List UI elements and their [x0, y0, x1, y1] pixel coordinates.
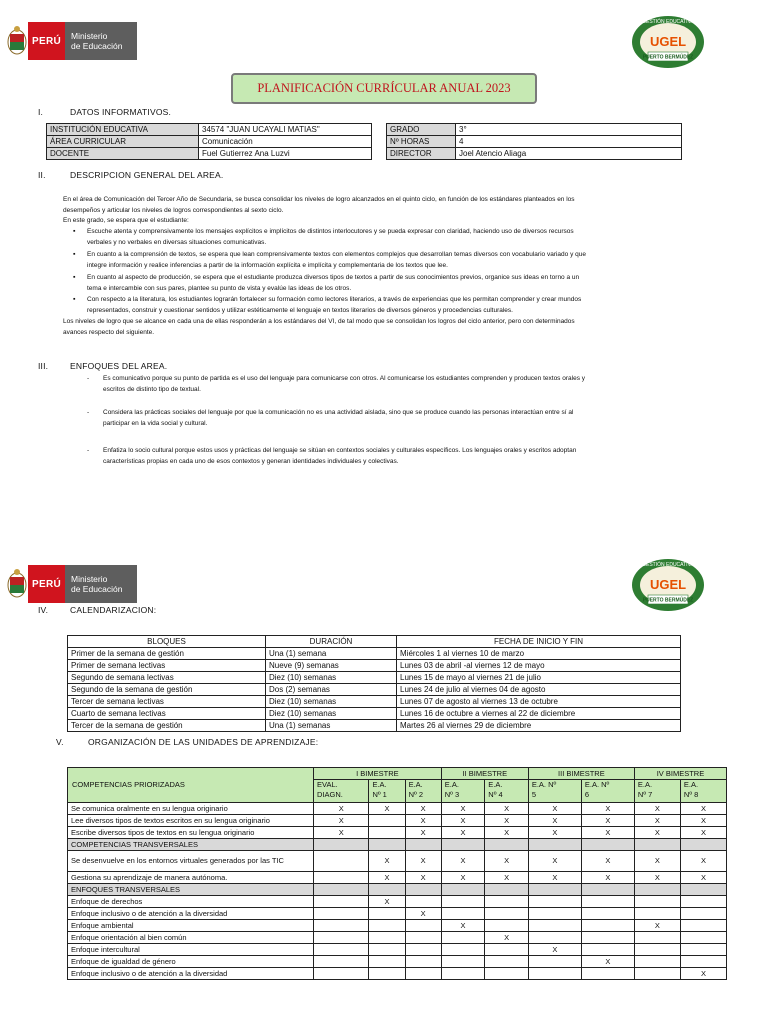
mark-cell: X	[634, 851, 680, 872]
mark-cell: X	[369, 803, 405, 815]
svg-text:PUERTO BERMÚDEZ: PUERTO BERMÚDEZ	[642, 54, 694, 61]
mark-cell	[369, 932, 405, 944]
competency-label: Enfoque ambiental	[68, 920, 314, 932]
mark-cell	[581, 932, 634, 944]
calendar-row	[68, 720, 681, 732]
competency-label: Enfoque inclusivo o de atención a la diversidad	[68, 908, 314, 920]
mark-cell	[441, 896, 485, 908]
mark-cell	[581, 944, 634, 956]
mark-cell: X	[581, 851, 634, 872]
mark-cell: X	[441, 920, 485, 932]
section-3-heading: III. ENFOQUES DEL AREA.	[38, 361, 168, 371]
fecha-cell: Lunes 16 de octubre a viernes al 22 de diciembre	[397, 708, 681, 720]
mark-cell: X	[680, 815, 726, 827]
competency-label: Se desenvuelve en los entornos virtuales generados por las TIC	[68, 851, 314, 872]
mark-cell	[528, 908, 581, 920]
calendar-row	[68, 696, 681, 708]
fecha-cell: Lunes 15 de mayo al viernes 21 de julio	[397, 672, 681, 684]
competency-row	[68, 803, 727, 815]
duracion-cell: Nueve (9) semanas	[266, 660, 397, 672]
competency-row	[68, 944, 727, 956]
mark-cell	[314, 896, 369, 908]
section-1-heading: I. DATOS INFORMATIVOS.	[38, 107, 172, 117]
mark-cell: X	[528, 827, 581, 839]
mark-cell	[369, 920, 405, 932]
bloque-cell: Primer de la semana de gestión	[68, 648, 266, 660]
mark-cell	[581, 968, 634, 980]
section-2-outro: Los niveles de logro que se alcance en cada una de ellas responderán a los estándares del VI, de tal modo que se consolidan los logros del ciclo anterior, pero con determinados avances respecto del siguiente.	[63, 318, 575, 336]
ministry-label: Ministerio de Educación	[65, 565, 137, 603]
mark-cell	[405, 968, 441, 980]
calendar-row	[68, 672, 681, 684]
competency-row	[68, 851, 727, 872]
svg-text:GESTIÓN EDUCATIVA: GESTIÓN EDUCATIVA	[642, 562, 694, 568]
mark-cell	[634, 932, 680, 944]
mark-cell: X	[485, 851, 529, 872]
mark-cell: X	[528, 944, 581, 956]
mark-cell: X	[634, 920, 680, 932]
mark-cell: X	[528, 872, 581, 884]
calendar-row	[68, 660, 681, 672]
mark-cell: X	[528, 815, 581, 827]
group-heading: ENFOQUES TRANSVERSALES	[68, 884, 314, 896]
mark-cell	[680, 944, 726, 956]
fecha-cell: Miércoles 1 al viernes 10 de marzo	[397, 648, 681, 660]
competency-label: Enfoque inclusivo o de atención a la diversidad	[68, 968, 314, 980]
competency-row	[68, 968, 727, 980]
fecha-cell: Lunes 24 de julio al viernes 04 de agosto	[397, 684, 681, 696]
mark-cell	[405, 932, 441, 944]
mark-cell	[581, 920, 634, 932]
mark-cell	[528, 932, 581, 944]
calendar-row	[68, 648, 681, 660]
mark-cell: X	[634, 815, 680, 827]
calendar-row	[68, 684, 681, 696]
mark-cell: X	[314, 803, 369, 815]
mark-cell	[680, 920, 726, 932]
peru-shield-icon	[6, 24, 28, 58]
mark-cell	[680, 932, 726, 944]
mark-cell: X	[581, 872, 634, 884]
fecha-cell: Lunes 07 de agosto al viernes 13 de octubre	[397, 696, 681, 708]
svg-text:PUERTO BERMÚDEZ: PUERTO BERMÚDEZ	[642, 597, 694, 604]
competency-row	[68, 872, 727, 884]
ugel-seal-icon	[630, 557, 706, 613]
mark-cell	[405, 956, 441, 968]
mark-cell	[485, 908, 529, 920]
mark-cell: X	[581, 815, 634, 827]
mark-cell: X	[634, 872, 680, 884]
duracion-cell: Dos (2) semanas	[266, 684, 397, 696]
mark-cell: X	[314, 815, 369, 827]
unit-header: E.A. Nº 8	[680, 780, 726, 803]
mark-cell: X	[405, 851, 441, 872]
mark-cell: X	[581, 956, 634, 968]
bloque-cell: Primer de semana lectivas	[68, 660, 266, 672]
competency-label: Enfoque orientación al bien común	[68, 932, 314, 944]
mark-cell: X	[581, 803, 634, 815]
mark-cell	[314, 908, 369, 920]
mark-cell: X	[528, 851, 581, 872]
document-title: PLANIFICACIÓN CURRÍCULAR ANUAL 2023	[231, 73, 537, 104]
mark-cell	[369, 908, 405, 920]
competency-label: Enfoque intercultural	[68, 944, 314, 956]
mark-cell	[680, 896, 726, 908]
competency-label: Gestiona su aprendizaje de manera autónoma.	[68, 872, 314, 884]
bloque-cell: Tercer de la semana de gestión	[68, 720, 266, 732]
competency-label: Enfoque de derechos	[68, 896, 314, 908]
enfoque-item: - Considera las prácticas sociales del lenguaje por que la comunicación no es una actividad aislada, sino que se produce cuando las personas interactúan entre sí al participar en la vida social y cultural.	[87, 409, 574, 427]
mark-cell	[441, 968, 485, 980]
mark-cell	[680, 908, 726, 920]
mark-cell	[369, 944, 405, 956]
competency-row	[68, 827, 727, 839]
mark-cell: X	[441, 827, 485, 839]
mark-cell	[314, 968, 369, 980]
mark-cell: X	[441, 815, 485, 827]
bullet-item: ▪ En cuanto al aspecto de producción, se espera que el estudiante produzca diversos tipos de textos a partir de sus conocimientos previos, organice sus ideas en torno a un tema e intercambie con sus pares, plantee su punto de vista y evalúe las ideas de los otros.	[73, 274, 580, 292]
group-heading-row	[68, 884, 727, 896]
mark-cell: X	[441, 872, 485, 884]
mark-cell	[314, 932, 369, 944]
mark-cell	[369, 815, 405, 827]
mark-cell	[314, 920, 369, 932]
mark-cell	[314, 944, 369, 956]
mark-cell	[369, 956, 405, 968]
section-5-heading: V. ORGANIZACIÓN DE LAS UNIDADES DE APRENDIZAJE:	[56, 737, 319, 747]
unit-header: E.A. Nº 3	[441, 780, 485, 803]
mark-cell: X	[680, 827, 726, 839]
ministry-label: Ministerio de Educación	[65, 22, 137, 60]
section-4-heading: IV. CALENDARIZACION:	[38, 605, 157, 615]
competency-row	[68, 908, 727, 920]
mark-cell	[528, 956, 581, 968]
mark-cell	[485, 956, 529, 968]
mark-cell	[634, 944, 680, 956]
mark-cell: X	[485, 872, 529, 884]
enfoque-item: - Es comunicativo porque su punto de partida es el uso del lenguaje para comunicarse con otros. Al comunicarse los estudiantes comprenden y producen textos orales y escritos de distinto tipo de textual.	[87, 375, 585, 393]
mark-cell: X	[680, 803, 726, 815]
mark-cell	[634, 908, 680, 920]
mark-cell: X	[680, 872, 726, 884]
mark-cell	[369, 827, 405, 839]
mark-cell: X	[581, 827, 634, 839]
unit-header: E.A. Nº 4	[485, 780, 529, 803]
info-table-right: GRADO 3° Nº HORAS 4 DIRECTOR Joel Atencio Aliaga	[386, 123, 682, 160]
mark-cell	[314, 851, 369, 872]
ugel-seal-icon	[630, 14, 706, 70]
bloque-cell: Cuarto de semana lectivas	[68, 708, 266, 720]
calendar-table: BLOQUES DURACIÓN FECHA DE INICIO Y FIN Primer de la semana de gestión Una (1) semana Miércoles 1 al viernes 10 de marzo Primer de semana lectivas Nueve (9) semanas Lunes 03 de abril -al viernes 12 de mayo Segundo de semana lectivas Diez (10) semanas Lunes 15 de mayo al viernes 21 de julio Segundo de la semana de gestión Dos (2) semanas Lunes 24 de julio al viernes 04 de agosto Tercer de semana lectivas Diez (10) semanas Lunes 07 de agosto al viernes 13 de octubre Cuarto de semana lectivas Diez (10) semanas Lunes 16 de octubre a viernes al 22 de diciembre Tercer de la semana de gestión Una (1) semanas Martes 26 al viernes 29 de diciembre	[67, 635, 681, 732]
unit-header: E.A. Nº 7	[634, 780, 680, 803]
mark-cell: X	[405, 815, 441, 827]
mark-cell	[485, 896, 529, 908]
competency-row	[68, 815, 727, 827]
competency-row	[68, 956, 727, 968]
mark-cell: X	[485, 815, 529, 827]
mark-cell	[369, 968, 405, 980]
svg-text:UGEL: UGEL	[649, 577, 687, 592]
unit-header: EVAL. DIAGN.	[314, 780, 369, 803]
mark-cell: X	[528, 803, 581, 815]
bullet-item: ▪ En cuanto a la comprensión de textos, se espera que lean comprensivamente textos con elementos complejos que desarrollan temas diversos con vocabulario variado y que integre información y realice inferencias a partir de la información explícita e implícita y complementaria de los textos que lee.	[73, 251, 586, 269]
mark-cell	[634, 896, 680, 908]
duracion-cell: Una (1) semanas	[266, 720, 397, 732]
competency-label: Escribe diversos tipos de textos en su lengua originario	[68, 827, 314, 839]
bloque-cell: Tercer de semana lectivas	[68, 696, 266, 708]
mark-cell	[441, 932, 485, 944]
mark-cell: X	[485, 827, 529, 839]
mark-cell	[405, 920, 441, 932]
competency-row	[68, 896, 727, 908]
mark-cell: X	[485, 932, 529, 944]
mark-cell	[405, 944, 441, 956]
mark-cell	[441, 956, 485, 968]
peru-shield-icon	[6, 567, 28, 601]
mark-cell: X	[485, 803, 529, 815]
mark-cell: X	[405, 803, 441, 815]
mark-cell	[405, 896, 441, 908]
bullet-item: ▪ Escuche atenta y comprensivamente los mensajes explícitos e implícitos de distintos interlocutores y se pueda expresar con claridad, haciendo uso de diversos recursos verbales y no verbales en diversas situaciones comunicativas.	[73, 228, 574, 246]
competency-row	[68, 920, 727, 932]
mark-cell	[314, 956, 369, 968]
unit-header: E.A. Nº 5	[528, 780, 581, 803]
competency-row	[68, 932, 727, 944]
mark-cell	[528, 968, 581, 980]
group-heading: COMPETENCIAS TRANSVERSALES	[68, 839, 314, 851]
mark-cell: X	[314, 827, 369, 839]
peru-label: PERÚ	[28, 22, 65, 60]
info-table-left: INSTITUCIÓN EDUCATIVA 34574 "JUAN UCAYALI MATIAS" ÁREA CURRICULAR Comunicación DOCENTE Fuel Gutierrez Ana Luzvi	[46, 123, 372, 160]
competency-label: Enfoque de igualdad de género	[68, 956, 314, 968]
svg-text:UGEL: UGEL	[649, 34, 687, 49]
mark-cell	[680, 956, 726, 968]
mark-cell	[485, 968, 529, 980]
group-heading-row	[68, 839, 727, 851]
enfoque-item: - Enfatiza lo socio cultural porque estos usos y prácticas del lenguaje se sitúan en contextos sociales y culturales específicos. Los lenguajes orales y escritos adoptan características propias en cada uno de esos contextos y generan identidades individuales y colectivas.	[87, 447, 577, 465]
section-2-heading: II. DESCRIPCION GENERAL DEL AREA.	[38, 170, 224, 180]
mark-cell: X	[369, 851, 405, 872]
section-2-intro: En el área de Comunicación del Tercer Año de Secundaria, se busca consolidar los niveles de logro alcanzados en el quinto ciclo, en función de los estándares planteados en los desempeños y articular los niveles de logros correspondientes al sexto ciclo. En este grado, se espera que el estudiante:	[63, 196, 575, 224]
ministry-logo	[6, 22, 137, 60]
mark-cell: X	[405, 908, 441, 920]
mark-cell: X	[369, 872, 405, 884]
mark-cell: X	[369, 896, 405, 908]
mark-cell	[528, 920, 581, 932]
duracion-cell: Diez (10) semanas	[266, 696, 397, 708]
unit-header: E.A. Nº 2	[405, 780, 441, 803]
fecha-cell: Lunes 03 de abril -al viernes 12 de mayo	[397, 660, 681, 672]
mark-cell	[528, 896, 581, 908]
mark-cell	[485, 944, 529, 956]
mark-cell	[634, 956, 680, 968]
mark-cell	[634, 968, 680, 980]
mark-cell: X	[405, 872, 441, 884]
mark-cell: X	[405, 827, 441, 839]
competency-label: Lee diversos tipos de textos escritos en su lengua originario	[68, 815, 314, 827]
mark-cell	[314, 872, 369, 884]
duracion-cell: Diez (10) semanas	[266, 672, 397, 684]
mark-cell	[581, 896, 634, 908]
unit-header: E.A. Nº 6	[581, 780, 634, 803]
ministry-logo-2	[6, 565, 137, 603]
mark-cell	[441, 908, 485, 920]
mark-cell: X	[634, 827, 680, 839]
mark-cell	[581, 908, 634, 920]
unit-header: E.A. Nº 1	[369, 780, 405, 803]
mark-cell: X	[634, 803, 680, 815]
mark-cell: X	[441, 803, 485, 815]
mark-cell: X	[680, 851, 726, 872]
mark-cell	[441, 944, 485, 956]
units-table: COMPETENCIAS PRIORIZADAS I BIMESTRE II BIMESTRE III BIMESTRE IV BIMESTRE EVAL. DIAGN. E.A. Nº 1 E.A. Nº 2 E.A. Nº 3 E.A. Nº 4 E.A. Nº 5 E.A. Nº 6 E.A. Nº 7 E.A. Nº 8 Se comunica oralmente en su lengua originario X X X X X X X X X Lee diversos tipos de textos escritos en su lengua originario X X X X X X X X Escribe diversos tipos de textos en su lengua originario X X X X X X X X COMPETENCIAS TRANSVERSALES Se desenvuelve en los entornos virtuales generados por las TIC X X X X X X X X Gestiona su aprendizaje de manera autónoma. X X X X X X X X ENFOQUES TRANSVERSALES Enfoque de derechos X Enfoque inclusivo o de atención a la diversidad X Enfoque ambiental X X Enfoque orientación al bien común X Enfoque intercultural X Enfoque de igualdad de género X Enfoque inclusivo o de atención a la diversidad X	[67, 767, 727, 980]
bullet-item: ▪ Con respecto a la literatura, los estudiantes lograrán fortalecer su formación como lectores literarios, a través de experiencias que les permitan comprender y crear mundos representados, construir y cuestionar sentidos y utilizar estéticamente el lenguaje en textos literarios de diversos géneros y procedencias culturales.	[73, 296, 582, 314]
duracion-cell: Diez (10) semanas	[266, 708, 397, 720]
mark-cell	[485, 920, 529, 932]
peru-label: PERÚ	[28, 565, 65, 603]
bloque-cell: Segundo de semana lectivas	[68, 672, 266, 684]
calendar-row	[68, 708, 681, 720]
mark-cell: X	[441, 851, 485, 872]
duracion-cell: Una (1) semana	[266, 648, 397, 660]
competency-label: Se comunica oralmente en su lengua originario	[68, 803, 314, 815]
fecha-cell: Martes 26 al viernes 29 de diciembre	[397, 720, 681, 732]
svg-text:GESTIÓN EDUCATIVA: GESTIÓN EDUCATIVA	[642, 19, 694, 25]
mark-cell: X	[680, 968, 726, 980]
bloque-cell: Segundo de la semana de gestión	[68, 684, 266, 696]
